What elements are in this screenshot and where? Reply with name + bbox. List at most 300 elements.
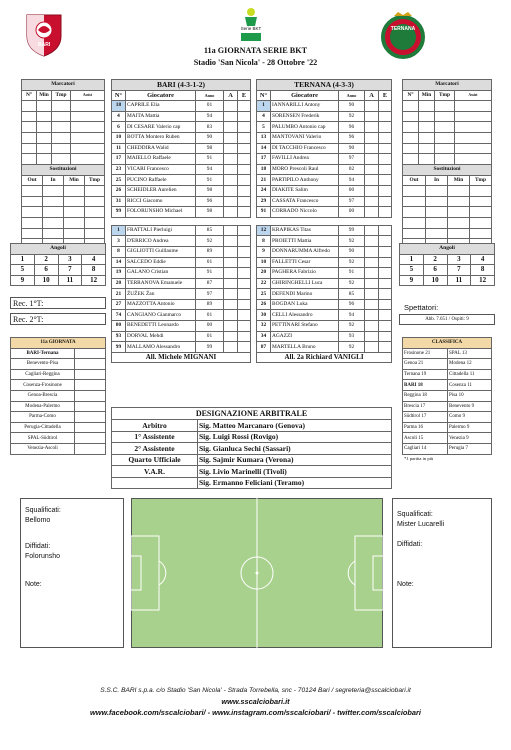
table-row [257, 342, 392, 353]
corner-cell[interactable]: 11 [447, 275, 471, 286]
empty-cell[interactable] [37, 111, 52, 122]
empty-cell[interactable] [22, 186, 43, 197]
empty-cell[interactable] [470, 228, 492, 239]
red-card-cell[interactable] [238, 101, 251, 112]
red-card-cell[interactable] [238, 257, 251, 268]
empty-cell[interactable] [470, 217, 492, 228]
empty-cell[interactable] [85, 186, 105, 197]
red-card-cell[interactable] [238, 321, 251, 332]
empty-cell[interactable] [426, 228, 448, 239]
empty-cell[interactable] [52, 122, 71, 133]
yellow-card-cell[interactable] [224, 310, 238, 321]
empty-cell[interactable] [71, 143, 105, 154]
player-number: 8 [112, 246, 126, 257]
corner-cell[interactable]: 8 [471, 265, 495, 276]
empty-cell[interactable] [85, 217, 105, 228]
red-card-cell[interactable] [379, 175, 392, 186]
empty-cell[interactable] [448, 196, 470, 207]
table-row [112, 299, 251, 310]
red-card-cell[interactable] [379, 111, 392, 122]
corner-cell[interactable]: 5 [11, 265, 35, 276]
spectators-detail [399, 314, 495, 325]
match-score[interactable] [75, 390, 106, 401]
empty-cell[interactable] [435, 132, 455, 143]
recovery-first-half[interactable] [10, 297, 106, 309]
standing-cell: Cittadella 11 [448, 369, 492, 380]
empty-cell[interactable] [71, 154, 105, 165]
table-row [257, 154, 392, 165]
red-card-cell[interactable] [238, 122, 251, 133]
recovery-second-half[interactable] [10, 313, 106, 325]
player-number: 91 [257, 207, 271, 218]
empty-cell[interactable] [455, 154, 492, 165]
empty-cell[interactable] [455, 111, 492, 122]
empty-cell[interactable] [52, 143, 71, 154]
red-card-cell[interactable] [379, 310, 392, 321]
empty-cell[interactable] [85, 207, 105, 218]
empty-cell[interactable] [37, 143, 52, 154]
match-score[interactable] [75, 348, 106, 359]
subs-title-right: Sostituzioni [403, 165, 492, 176]
match-name: Cosenza-Frosinone [11, 380, 75, 391]
red-card-cell[interactable] [238, 196, 251, 207]
yellow-card-cell[interactable] [365, 299, 379, 310]
player-year: 85 [196, 225, 224, 236]
col-header: A [224, 90, 238, 101]
yellow-card-cell[interactable] [224, 101, 238, 112]
yellow-card-cell[interactable] [224, 246, 238, 257]
yellow-card-cell[interactable] [224, 236, 238, 247]
standing-cell: Pisa 10 [448, 390, 492, 401]
empty-cell[interactable] [37, 132, 52, 143]
red-card-cell[interactable] [238, 185, 251, 196]
yellow-card-cell[interactable] [224, 257, 238, 268]
corner-cell[interactable]: 7 [447, 265, 471, 276]
empty-cell[interactable] [435, 154, 455, 165]
yellow-card-cell[interactable] [224, 225, 238, 236]
corner-cell[interactable]: 3 [58, 254, 82, 265]
col-header: Anno [339, 90, 365, 101]
red-card-cell[interactable] [379, 143, 392, 154]
empty-cell[interactable] [22, 101, 37, 112]
red-card-cell[interactable] [379, 225, 392, 236]
red-card-cell[interactable] [379, 342, 392, 353]
yellow-card-cell[interactable] [365, 132, 379, 143]
empty-cell[interactable] [22, 132, 37, 143]
yellow-card-cell[interactable] [224, 268, 238, 279]
corner-cell[interactable]: 12 [82, 275, 106, 286]
empty-cell[interactable] [403, 122, 419, 133]
table-row [257, 331, 392, 342]
empty-cell[interactable] [455, 101, 492, 112]
corner-cell[interactable]: 1 [400, 254, 424, 265]
empty-cell[interactable] [448, 217, 470, 228]
match-score[interactable] [75, 401, 106, 412]
col-header: Min [37, 90, 52, 101]
table-row [112, 111, 251, 122]
standing-cell: Genoa 21 [403, 359, 448, 370]
empty-cell[interactable] [403, 207, 426, 218]
red-card-cell[interactable] [238, 164, 251, 175]
yellow-card-cell[interactable] [224, 154, 238, 165]
table-row [112, 342, 251, 353]
yellow-card-cell[interactable] [365, 154, 379, 165]
match-score[interactable] [75, 443, 106, 454]
standings-footnote: *1 partita in più [404, 456, 434, 461]
match-score[interactable] [75, 380, 106, 391]
red-card-cell[interactable] [379, 299, 392, 310]
red-card-cell[interactable] [379, 154, 392, 165]
red-card-cell[interactable] [379, 207, 392, 218]
red-card-cell[interactable] [379, 257, 392, 268]
player-number: 20 [257, 268, 271, 279]
notes-panel-right [392, 498, 492, 648]
empty-cell[interactable] [435, 101, 455, 112]
yellow-card-cell[interactable] [224, 143, 238, 154]
empty-cell[interactable] [64, 217, 85, 228]
referees-title: DESIGNAZIONE ARBITRALE [112, 408, 392, 420]
player-year: 92 [196, 236, 224, 247]
empty-cell[interactable] [22, 122, 37, 133]
empty-cell[interactable] [426, 217, 448, 228]
empty-cell[interactable] [52, 154, 71, 165]
corner-cell[interactable]: 9 [11, 275, 35, 286]
empty-cell[interactable] [37, 101, 52, 112]
red-card-cell[interactable] [238, 246, 251, 257]
player-year: 96 [196, 196, 224, 207]
empty-cell[interactable] [403, 111, 419, 122]
yellow-card-cell[interactable] [224, 175, 238, 186]
red-card-cell[interactable] [379, 196, 392, 207]
corner-cell[interactable]: 5 [400, 265, 424, 276]
red-card-cell[interactable] [238, 310, 251, 321]
yellow-card-cell[interactable] [365, 321, 379, 332]
empty-cell[interactable] [22, 143, 37, 154]
red-card-cell[interactable] [238, 289, 251, 300]
match-name: BARI-Ternana [11, 348, 75, 359]
empty-cell[interactable] [426, 207, 448, 218]
player-name: CORRADO Niccolo [271, 207, 339, 218]
yellow-card-cell[interactable] [365, 164, 379, 175]
empty-cell[interactable] [43, 217, 64, 228]
yellow-card-cell[interactable] [224, 111, 238, 122]
player-number: 19 [112, 268, 126, 279]
empty-cell[interactable] [403, 101, 419, 112]
red-card-cell[interactable] [379, 321, 392, 332]
empty-cell[interactable] [22, 207, 43, 218]
table-row [257, 236, 392, 247]
yellow-card-cell[interactable] [365, 101, 379, 112]
referee-name: Sig. Livio Marinelli (Tivoli) [198, 466, 392, 478]
empty-cell[interactable] [403, 186, 426, 197]
player-number: 14 [257, 143, 271, 154]
empty-cell[interactable] [448, 228, 470, 239]
player-name: VICARI Francesco [126, 164, 196, 175]
empty-cell[interactable] [448, 207, 470, 218]
player-number: 93 [112, 331, 126, 342]
table-row [112, 268, 251, 279]
red-card-cell[interactable] [379, 246, 392, 257]
corner-cell[interactable]: 10 [34, 275, 58, 286]
empty-cell[interactable] [37, 154, 52, 165]
col-header: Tmp [435, 90, 455, 101]
col-header: Assist [455, 90, 492, 101]
empty-cell[interactable] [426, 196, 448, 207]
player-number: 20 [112, 278, 126, 289]
empty-cell[interactable] [71, 111, 105, 122]
player-year: 96 [339, 132, 365, 143]
yellow-card-cell[interactable] [365, 175, 379, 186]
red-card-cell[interactable] [238, 331, 251, 342]
red-card-cell[interactable] [379, 132, 392, 143]
yellow-card-cell[interactable] [365, 207, 379, 218]
corner-cell[interactable]: 7 [58, 265, 82, 276]
empty-cell[interactable] [43, 186, 64, 197]
yellow-card-cell[interactable] [365, 257, 379, 268]
empty-cell[interactable] [43, 207, 64, 218]
player-year: 98 [196, 185, 224, 196]
red-card-cell[interactable] [238, 143, 251, 154]
red-card-cell[interactable] [238, 278, 251, 289]
yellow-card-cell[interactable] [365, 278, 379, 289]
empty-cell[interactable] [470, 196, 492, 207]
home-coach: All. Michele MIGNANI [112, 352, 251, 363]
referee-role: 1° Assistente [112, 431, 198, 443]
red-card-cell[interactable] [379, 236, 392, 247]
yellow-card-cell[interactable] [365, 196, 379, 207]
corner-cell[interactable]: 10 [423, 275, 447, 286]
notes-label: Note: [397, 581, 414, 588]
red-card-cell[interactable] [238, 111, 251, 122]
empty-cell[interactable] [52, 101, 71, 112]
empty-cell[interactable] [448, 186, 470, 197]
referee-name: Sig. Sajmir Kumara (Verona) [198, 454, 392, 466]
corner-cell[interactable]: 4 [471, 254, 495, 265]
standing-cell: Palermo 9 [448, 422, 492, 433]
yellow-card-cell[interactable] [224, 289, 238, 300]
disqualified-value[interactable]: Mister Lucarelli [397, 521, 445, 528]
col-header: Giocatore [271, 90, 339, 101]
corner-cell[interactable]: 4 [82, 254, 106, 265]
match-name: Modena-Palermo [11, 401, 75, 412]
yellow-card-cell[interactable] [365, 111, 379, 122]
round-results-title: 11a GIORNATA [11, 338, 106, 349]
empty-cell[interactable] [435, 143, 455, 154]
empty-cell[interactable] [470, 207, 492, 218]
empty-cell[interactable] [435, 122, 455, 133]
empty-cell[interactable] [435, 111, 455, 122]
player-year: 89 [196, 299, 224, 310]
player-year: 92 [339, 236, 365, 247]
player-name: D'ERRICO Andrea [126, 236, 196, 247]
empty-cell[interactable] [403, 196, 426, 207]
player-name: PETTINARI Stefano [271, 321, 339, 332]
red-card-cell[interactable] [379, 164, 392, 175]
yellow-card-cell[interactable] [224, 164, 238, 175]
footer-social-links[interactable]: www.facebook.com/sscalciobari/ - www.instagram.com/sscalciobari/ - twitter.com/sscalciobari [90, 708, 421, 717]
yellow-card-cell[interactable] [224, 299, 238, 310]
empty-cell[interactable] [71, 101, 105, 112]
player-name: FALLETTI Cesar [271, 257, 339, 268]
player-number: 29 [257, 196, 271, 207]
player-year: 94 [339, 175, 365, 186]
empty-cell[interactable] [64, 228, 85, 239]
empty-cell[interactable] [419, 143, 435, 154]
standing-cell: Ternana 19 [403, 369, 448, 380]
match-score[interactable] [75, 422, 106, 433]
yellow-card-cell[interactable] [365, 246, 379, 257]
yellow-card-cell[interactable] [365, 331, 379, 342]
table-row [257, 101, 392, 112]
empty-cell[interactable] [403, 228, 426, 239]
empty-cell[interactable] [22, 111, 37, 122]
footer-website[interactable]: www.sscalciobari.it [221, 697, 290, 706]
col-header: Assist [71, 90, 105, 101]
player-year: 00 [196, 321, 224, 332]
red-card-cell[interactable] [379, 278, 392, 289]
empty-cell[interactable] [419, 122, 435, 133]
empty-cell[interactable] [470, 186, 492, 197]
notes-label: Note: [25, 581, 42, 588]
red-card-cell[interactable] [238, 299, 251, 310]
table-row [257, 299, 392, 310]
red-card-cell[interactable] [238, 342, 251, 353]
referee-name: Sig. Luigi Rossi (Rovigo) [198, 431, 392, 443]
yellow-card-cell[interactable] [224, 331, 238, 342]
player-year: 91 [196, 154, 224, 165]
match-score[interactable] [75, 359, 106, 370]
red-card-cell[interactable] [238, 268, 251, 279]
empty-cell[interactable] [419, 101, 435, 112]
empty-cell[interactable] [426, 186, 448, 197]
yellow-card-cell[interactable] [365, 289, 379, 300]
empty-cell[interactable] [22, 154, 37, 165]
empty-cell[interactable] [403, 217, 426, 228]
corner-cell[interactable]: 3 [447, 254, 471, 265]
away-lineup-table [256, 79, 392, 363]
yellow-card-cell[interactable] [224, 185, 238, 196]
table-row [257, 246, 392, 257]
corner-cell[interactable]: 12 [471, 275, 495, 286]
yellow-card-cell[interactable] [365, 122, 379, 133]
empty-cell[interactable] [403, 143, 419, 154]
red-card-cell[interactable] [238, 225, 251, 236]
yellow-card-cell[interactable] [224, 196, 238, 207]
red-card-cell[interactable] [238, 154, 251, 165]
empty-cell[interactable] [52, 111, 71, 122]
player-name: DONNARUMMA Alfredo [271, 246, 339, 257]
standing-cell: Frosinone 21 [403, 348, 448, 359]
red-card-cell[interactable] [238, 132, 251, 143]
corner-cell[interactable]: 1 [11, 254, 35, 265]
col-header: Tmp [52, 90, 71, 101]
match-score[interactable] [75, 369, 106, 380]
player-number: 22 [257, 278, 271, 289]
red-card-cell[interactable] [379, 101, 392, 112]
corner-cell[interactable]: 6 [34, 265, 58, 276]
red-card-cell[interactable] [379, 268, 392, 279]
yellow-card-cell[interactable] [224, 278, 238, 289]
yellow-card-cell[interactable] [224, 132, 238, 143]
red-card-cell[interactable] [238, 175, 251, 186]
yellow-card-cell[interactable] [224, 321, 238, 332]
yellow-card-cell[interactable] [224, 122, 238, 133]
corner-cell[interactable]: 11 [58, 275, 82, 286]
corner-cell[interactable]: 2 [423, 254, 447, 265]
empty-cell[interactable] [403, 132, 419, 143]
corner-cell[interactable]: 9 [400, 275, 424, 286]
yellow-card-cell[interactable] [365, 342, 379, 353]
corner-cell[interactable]: 6 [423, 265, 447, 276]
red-card-cell[interactable] [379, 122, 392, 133]
referee-name: Sig. Matteo Marcanaro (Genova) [198, 420, 392, 432]
yellow-card-cell[interactable] [224, 207, 238, 218]
disqualified-value[interactable]: Bellomo [25, 517, 51, 524]
empty-cell[interactable] [22, 228, 43, 239]
empty-cell[interactable] [419, 111, 435, 122]
empty-cell[interactable] [22, 196, 43, 207]
match-score[interactable] [75, 433, 106, 444]
empty-cell[interactable] [85, 228, 105, 239]
match-score[interactable] [75, 412, 106, 423]
red-card-cell[interactable] [379, 331, 392, 342]
player-name: KRAPIKAS Titas [271, 225, 339, 236]
player-name: GALANO Cristian [126, 268, 196, 279]
red-card-cell[interactable] [238, 236, 251, 247]
corner-cell[interactable]: 2 [34, 254, 58, 265]
empty-cell[interactable] [64, 196, 85, 207]
empty-cell[interactable] [43, 196, 64, 207]
table-row [112, 196, 251, 207]
yellow-card-cell[interactable] [365, 268, 379, 279]
yellow-card-cell[interactable] [365, 236, 379, 247]
empty-cell[interactable] [419, 132, 435, 143]
empty-cell[interactable] [455, 132, 492, 143]
warned-value[interactable]: Folorunsho [25, 553, 61, 560]
player-year: 94 [339, 310, 365, 321]
red-card-cell[interactable] [238, 207, 251, 218]
player-name: ŽUŽEK Žan [126, 289, 196, 300]
corner-cell[interactable]: 8 [82, 265, 106, 276]
yellow-card-cell[interactable] [365, 143, 379, 154]
empty-cell[interactable] [22, 217, 43, 228]
yellow-card-cell[interactable] [365, 310, 379, 321]
empty-cell[interactable] [419, 154, 435, 165]
red-card-cell[interactable] [379, 289, 392, 300]
empty-cell[interactable] [64, 186, 85, 197]
home-lineup-table [111, 79, 251, 363]
spectators-label: Spettatori: [404, 303, 439, 312]
red-card-cell[interactable] [379, 185, 392, 196]
yellow-card-cell[interactable] [365, 225, 379, 236]
empty-cell[interactable] [85, 196, 105, 207]
empty-cell[interactable] [37, 122, 52, 133]
empty-cell[interactable] [52, 132, 71, 143]
empty-cell[interactable] [455, 122, 492, 133]
empty-cell[interactable] [43, 228, 64, 239]
standing-cell: Brescia 17 [403, 401, 448, 412]
col-header: Out [403, 175, 426, 186]
yellow-card-cell[interactable] [365, 185, 379, 196]
player-number: 30 [257, 310, 271, 321]
empty-cell[interactable] [64, 207, 85, 218]
empty-cell[interactable] [71, 122, 105, 133]
empty-cell[interactable] [71, 132, 105, 143]
empty-cell[interactable] [403, 154, 419, 165]
empty-cell[interactable] [455, 143, 492, 154]
yellow-card-cell[interactable] [224, 342, 238, 353]
table-row [112, 321, 251, 332]
